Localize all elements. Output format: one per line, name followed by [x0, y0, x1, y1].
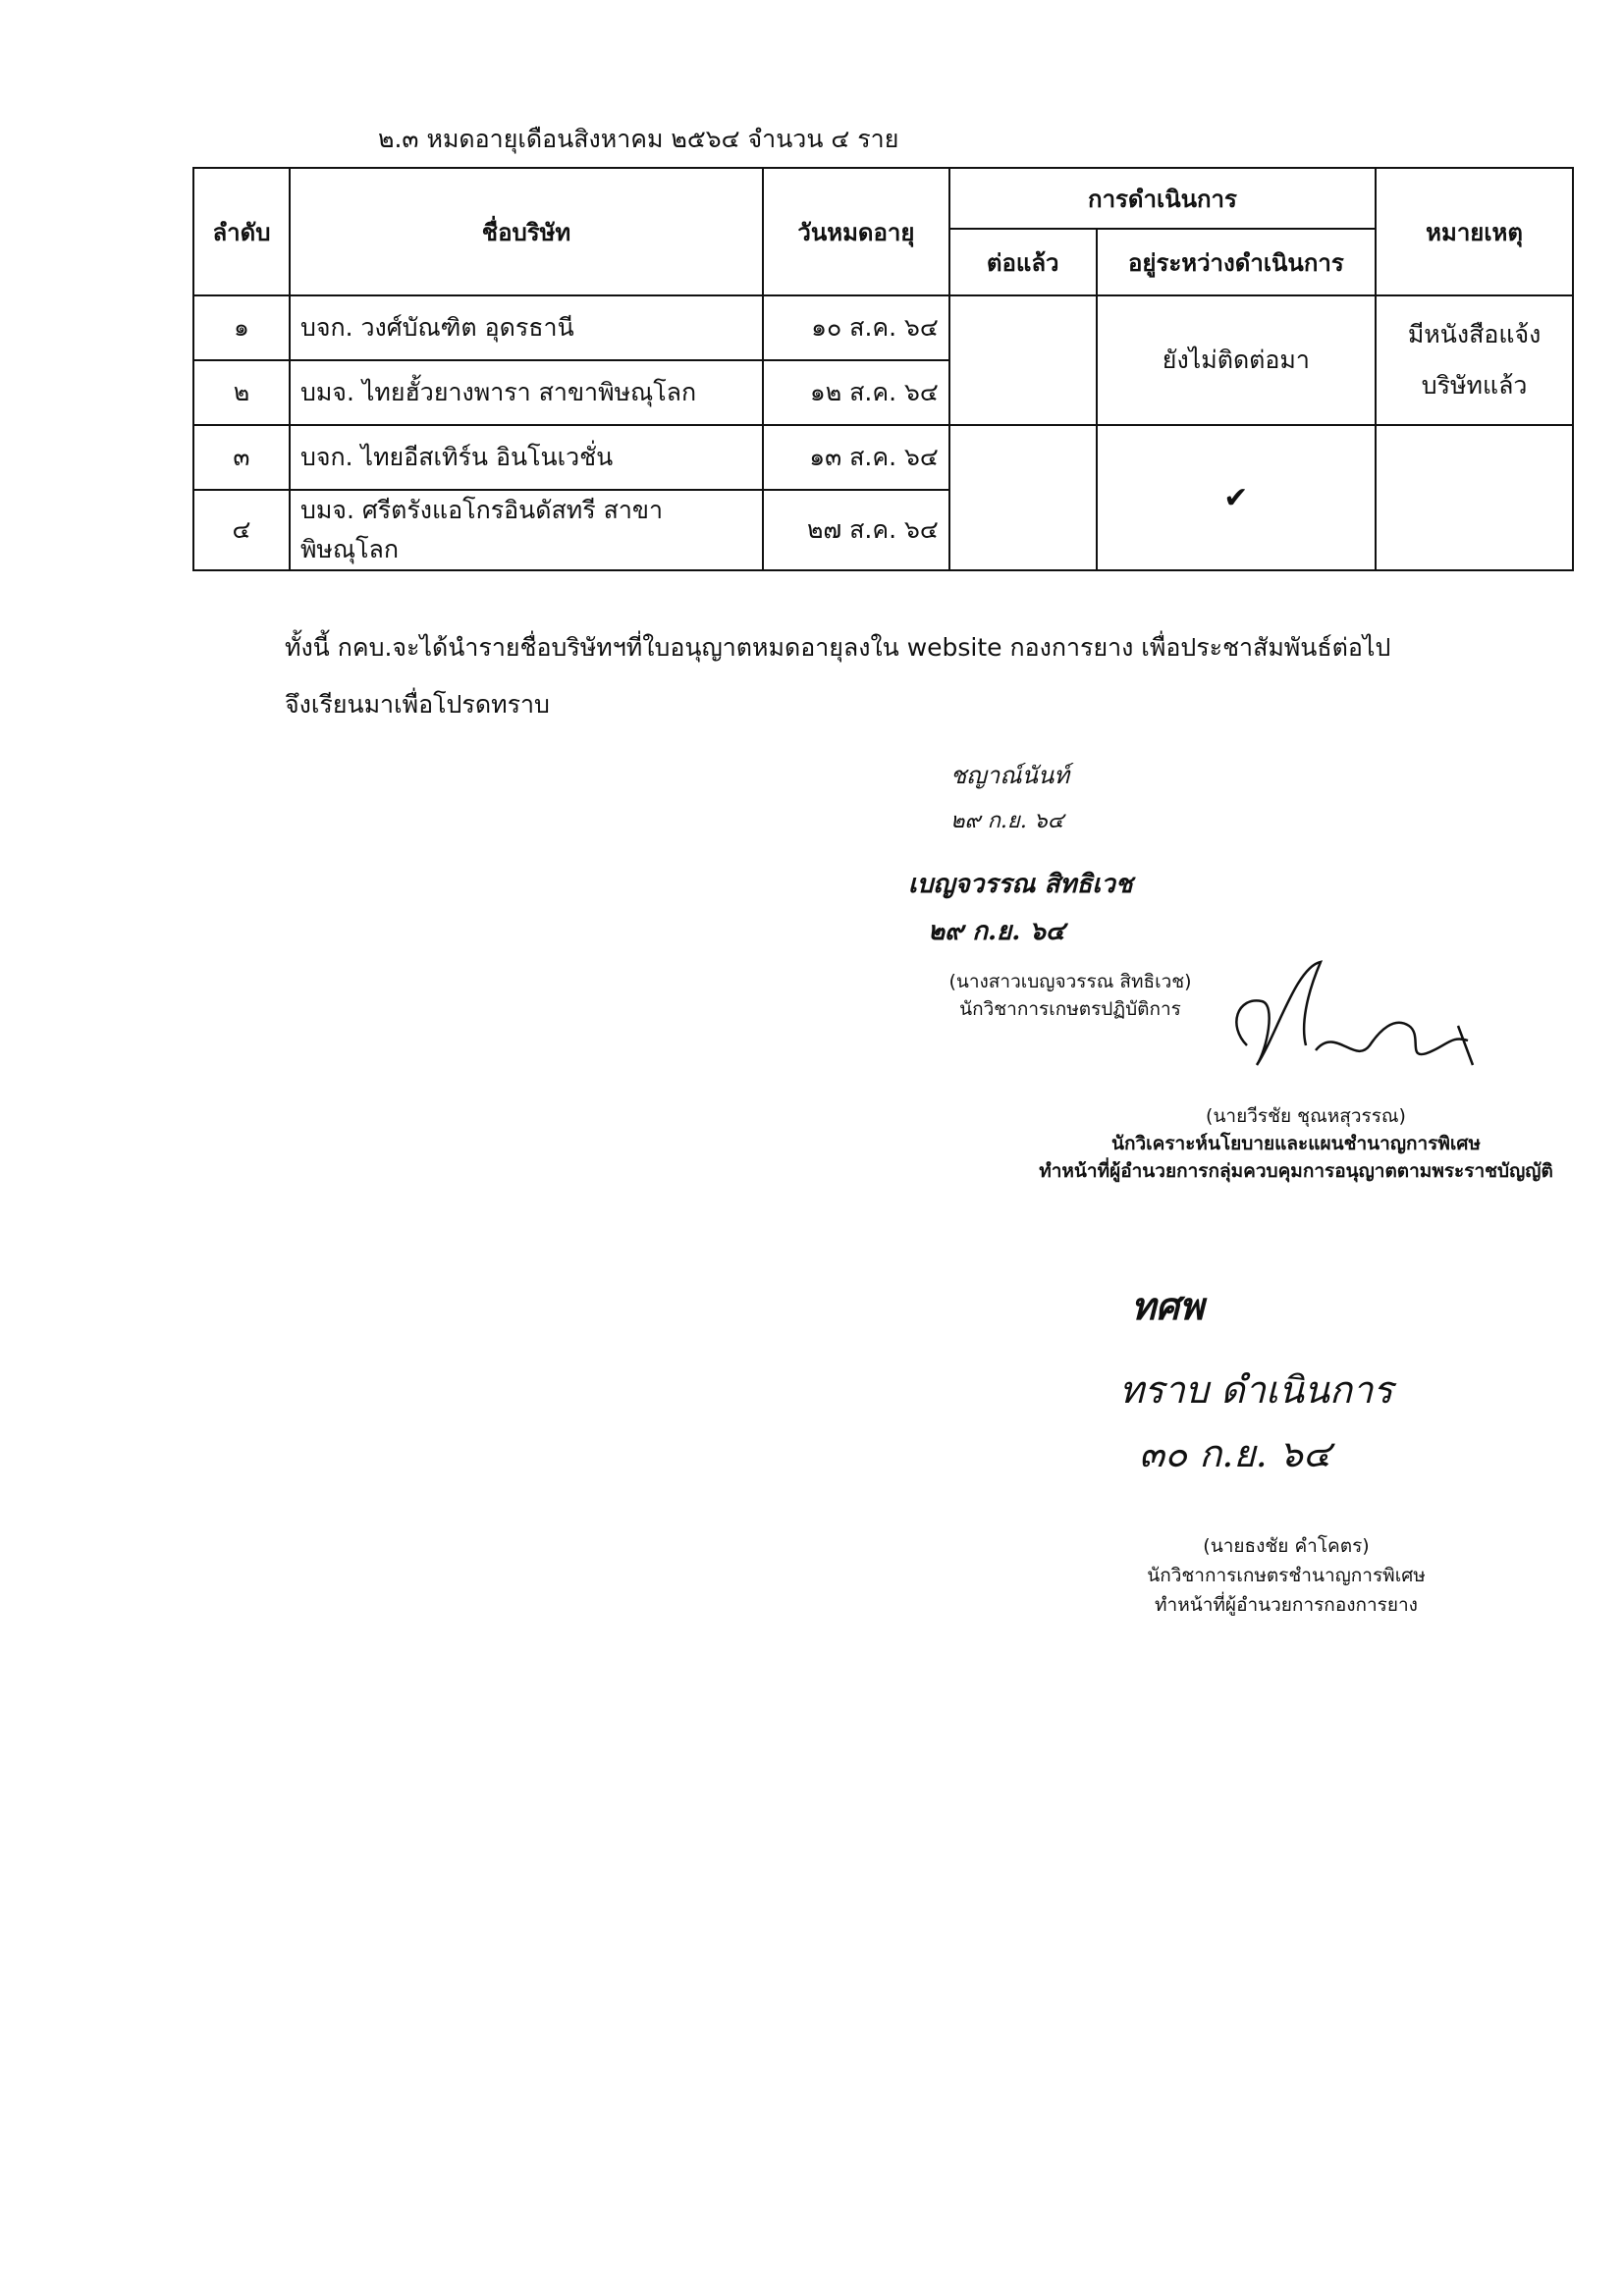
- signer-2-name: (นายวีรชัย ชุณหสุวรรณ): [1206, 1105, 1406, 1127]
- signature-mark: [1208, 957, 1502, 1095]
- remark-line-1: มีหนังสือแจ้ง: [1407, 320, 1542, 348]
- expiry-table: [192, 167, 1574, 571]
- signer-3-title-1: นักวิชาการเกษตรชำนาญการพิเศษ: [1147, 1565, 1426, 1586]
- header-in-progress: อยู่ระหว่างดำเนินการ: [1097, 229, 1377, 295]
- row-expiry: ๑๐ ส.ค. ๖๔: [763, 295, 949, 360]
- table-row: [193, 425, 1573, 490]
- handwritten-note-1: ชญาณ์นันท์: [950, 762, 1070, 789]
- table-row: [193, 295, 1573, 360]
- handwritten-date-2: ๒๙ ก.ย. ๖๔: [928, 917, 1065, 946]
- handwritten-signature-1: เบญจวรรณ สิทธิเวช: [908, 870, 1133, 899]
- row-order: ๓: [193, 425, 290, 490]
- header-renewed: ต่อแล้ว: [949, 229, 1097, 295]
- remark-line-2: บริษัทแล้ว: [1421, 371, 1528, 400]
- signer-3-name: (นายธงชัย คำโคตร): [1203, 1535, 1370, 1557]
- row-company: บมจ. ไทยฮั้วยางพารา สาขาพิษณุโลก: [290, 360, 763, 425]
- row-renewed: [949, 295, 1097, 425]
- row-remarks: [1376, 425, 1573, 570]
- row-order: ๔: [193, 490, 290, 570]
- handwritten-date-4: ๓๐ ก.ย. ๖๔: [1139, 1432, 1331, 1475]
- checkmark-icon: ✔: [1097, 425, 1377, 570]
- row-company: บจก. ไทยอีสเทิร์น อินโนเวชั่น: [290, 425, 763, 490]
- row-company: บจก. วงศ์บัณฑิต อุดรธานี: [290, 295, 763, 360]
- header-order: ลำดับ: [193, 168, 290, 295]
- body-paragraph-line-1: ทั้งนี้ กคบ.จะได้นำรายชื่อบริษัทฯที่ใบอนุญาตหมดอายุลงใน website กองการยาง เพื่อประชาสัมพันธ์ต่อไป: [285, 633, 1391, 662]
- row-expiry: ๒๗ ส.ค. ๖๔: [763, 490, 949, 570]
- signer-1-title: นักวิชาการเกษตรปฏิบัติการ: [959, 998, 1181, 1020]
- header-expiry: วันหมดอายุ: [763, 168, 949, 295]
- header-company: ชื่อบริษัท: [290, 168, 763, 295]
- signer-2-title-1: นักวิเคราะห์นโยบายและแผนชำนาญการพิเศษ: [1110, 1133, 1481, 1154]
- handwritten-note-4: ทราบ ดำเนินการ: [1119, 1368, 1393, 1412]
- row-renewed: [949, 425, 1097, 570]
- row-expiry: ๑๓ ส.ค. ๖๔: [763, 425, 949, 490]
- signer-1-name: (นางสาวเบญจวรรณ สิทธิเวช): [948, 971, 1192, 992]
- header-action-group: การดำเนินการ: [949, 168, 1376, 229]
- handwritten-date-1: ๒๙ ก.ย. ๖๔: [950, 809, 1064, 833]
- signer-2-title-2: ทำหน้าที่ผู้อำนวยการกลุ่มควบคุมการอนุญาตตามพระราชบัญญัติ: [1039, 1160, 1553, 1182]
- row-in-progress: ยังไม่ติดต่อมา: [1097, 295, 1377, 425]
- row-order: ๑: [193, 295, 290, 360]
- row-expiry: ๑๒ ส.ค. ๖๔: [763, 360, 949, 425]
- row-remarks: [1376, 295, 1573, 425]
- header-remarks: หมายเหตุ: [1376, 168, 1573, 295]
- signer-3-title-2: ทำหน้าที่ผู้อำนวยการกองการยาง: [1155, 1594, 1418, 1616]
- section-heading: ๒.๓ หมดอายุเดือนสิงหาคม ๒๕๖๔ จำนวน ๔ ราย: [378, 125, 899, 153]
- handwritten-note-3: ทศพ: [1131, 1284, 1205, 1328]
- body-paragraph-line-2: จึงเรียนมาเพื่อโปรดทราบ: [285, 690, 550, 719]
- row-order: ๒: [193, 360, 290, 425]
- row-company: บมจ. ศรีตรังแอโกรอินดัสทรี สาขาพิษณุโลก: [290, 490, 763, 570]
